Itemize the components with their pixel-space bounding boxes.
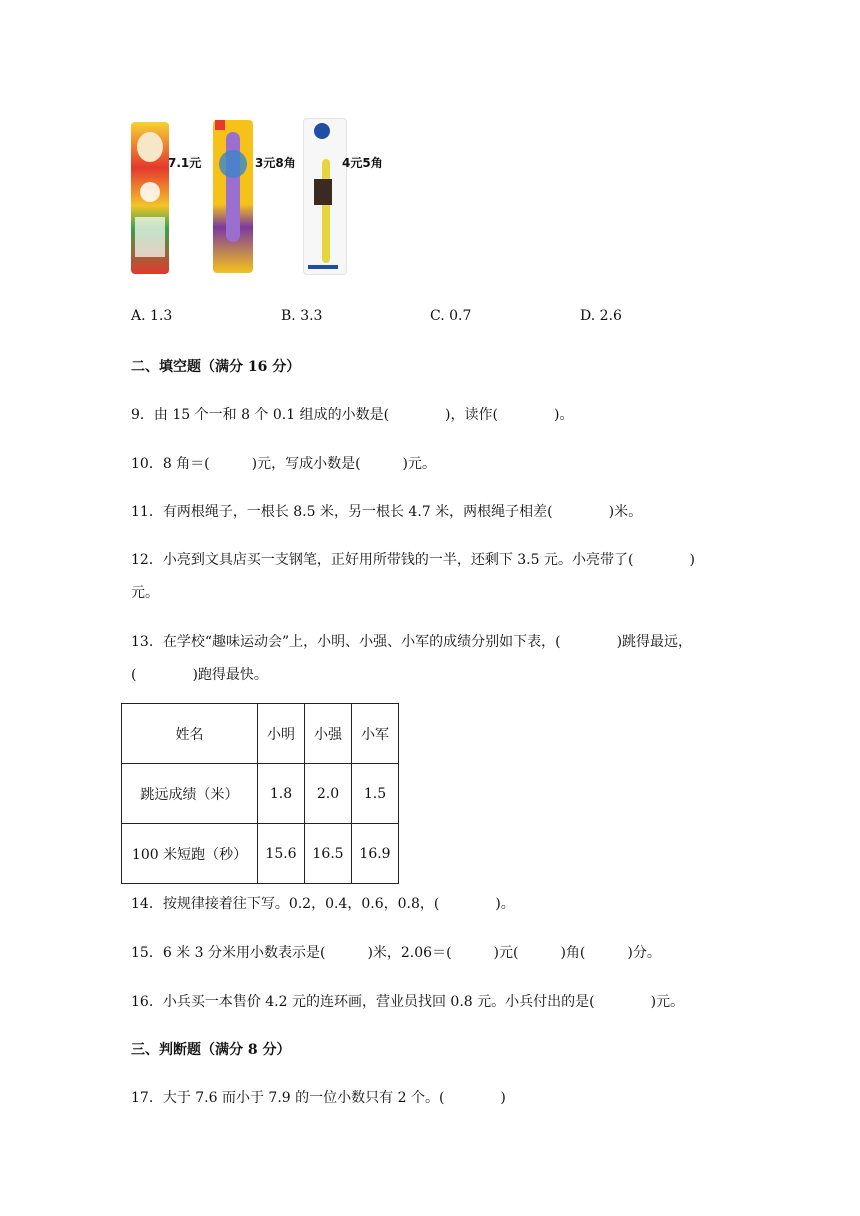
option-c[interactable]: C. 0.7 xyxy=(430,308,472,324)
question-16: 16．小兵买一本售价 4.2 元的连环画，营业员找回 0.8 元。小兵付出的是( )元。 xyxy=(131,994,685,1010)
toothbrush-image-3 xyxy=(303,118,347,275)
question-12-line-1: 12．小亮到文具店买一支钢笔，正好用所带钱的一半，还剩下 3.5 元。小亮带了( ) xyxy=(131,552,695,568)
question-10: 10．8 角＝( )元，写成小数是( )元。 xyxy=(131,456,437,472)
table-row xyxy=(122,824,399,884)
table-cell: 跳远成绩（米） xyxy=(122,764,258,824)
option-a[interactable]: A. 1.3 xyxy=(131,308,173,324)
question-12-line-2: 元。 xyxy=(131,585,159,601)
price-label-3: 4元5角 xyxy=(342,156,383,170)
table-cell: 16.9 xyxy=(352,824,399,884)
table-cell: 100 米短跑（秒） xyxy=(122,824,258,884)
table-row xyxy=(122,764,399,824)
toothbrush-image-1 xyxy=(131,122,169,274)
table-cell: 1.5 xyxy=(352,764,399,824)
option-d[interactable]: D. 2.6 xyxy=(580,308,622,324)
table-cell: 2.0 xyxy=(305,764,352,824)
table-header-cell: 小明 xyxy=(258,704,305,764)
score-table xyxy=(121,703,399,884)
toothbrush-image-2 xyxy=(213,120,253,273)
table-header-cell: 小强 xyxy=(305,704,352,764)
question-11: 11．有两根绳子，一根长 8.5 米，另一根长 4.7 米，两根绳子相差( )米。 xyxy=(131,504,643,520)
table-header-cell: 小军 xyxy=(352,704,399,764)
question-13-line-1: 13．在学校“趣味运动会”上，小明、小强、小军的成绩分别如下表，( )跳得最远， xyxy=(131,634,693,650)
question-15: 15．6 米 3 分米用小数表示是( )米，2.06＝( )元( )角( )分。 xyxy=(131,945,661,961)
price-label-1: 7.1元 xyxy=(168,156,202,170)
table-cell: 1.8 xyxy=(258,764,305,824)
question-13-line-2: ( )跑得最快。 xyxy=(131,667,268,683)
table-cell: 15.6 xyxy=(258,824,305,884)
section-heading-true-false: 三、判断题（满分 8 分） xyxy=(131,1042,291,1058)
price-label-2: 3元8角 xyxy=(255,156,296,170)
question-9: 9．由 15 个一和 8 个 0.1 组成的小数是( )，读作( )。 xyxy=(131,407,574,423)
table-cell: 16.5 xyxy=(305,824,352,884)
section-heading-fill-in: 二、填空题（满分 16 分） xyxy=(131,359,301,375)
product-images xyxy=(128,118,388,278)
question-14: 14．按规律接着往下写。0.2，0.4，0.6，0.8，( )。 xyxy=(131,896,515,912)
option-b[interactable]: B. 3.3 xyxy=(281,308,323,324)
question-17: 17．大于 7.6 而小于 7.9 的一位小数只有 2 个。( ) xyxy=(131,1090,506,1106)
table-row xyxy=(122,704,399,764)
table-header-cell: 姓名 xyxy=(122,704,258,764)
